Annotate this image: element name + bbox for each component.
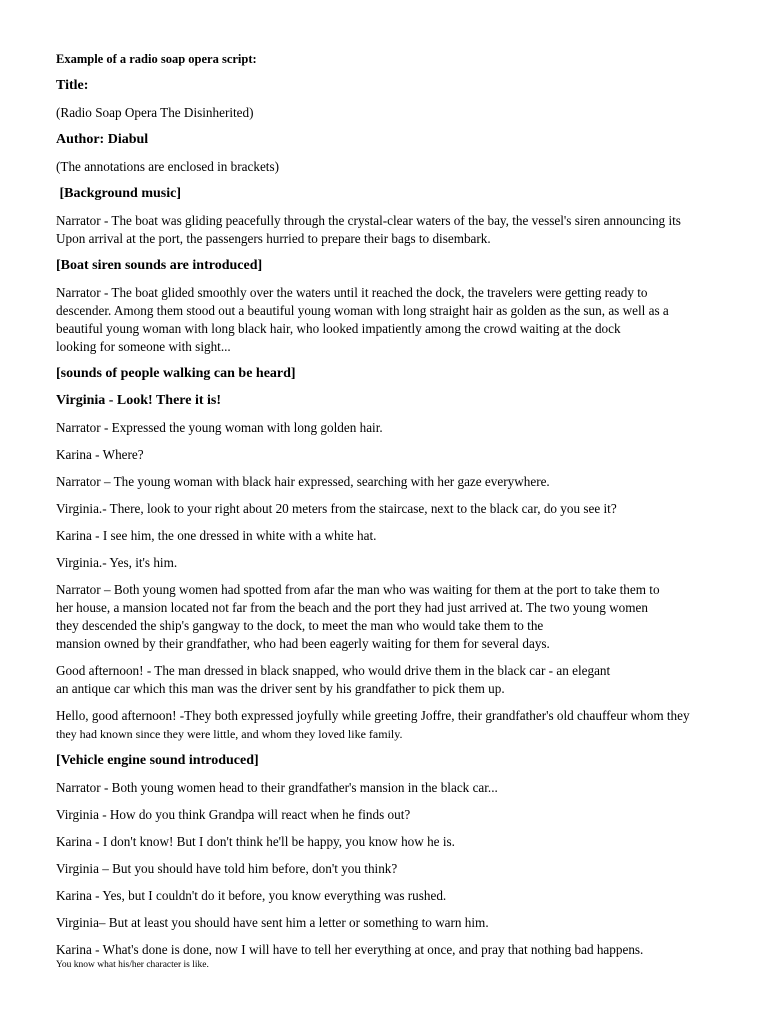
cue-boat-siren: [Boat siren sounds are introduced] [56, 258, 263, 273]
paragraph-line: they descended the ship's gangway to the dock, to meet the man who would take them to the [56, 618, 544, 633]
dialogue-narrator-head: Narrator - Both young women head to their grandfather's mansion in the black car... [56, 780, 498, 795]
paragraph-good-afternoon [56, 662, 716, 698]
script-document [56, 50, 716, 971]
dialogue-narrator-black-hair: Narrator – The young woman with black hair expressed, searching with her gaze everywhere. [56, 474, 550, 489]
cue-vehicle-engine: [Vehicle engine sound introduced] [56, 753, 259, 768]
paragraph-dock-arrival [56, 284, 716, 356]
dialogue-karina-dont-know: Karina - I don't know! But I don't think he'll be happy, you know how he is. [56, 834, 455, 849]
paragraph-line: beautiful young woman with long black hair, who looked impatiently among the crowd waiting at the dock [56, 321, 621, 336]
paragraph-line: Upon arrival at the port, the passengers hurried to prepare their bags to disembark. [56, 231, 491, 246]
dialogue-virginia-told: Virginia – But you should have told him before, don't you think? [56, 861, 398, 876]
dialogue-virginia-letter: Virginia– But at least you should have sent him a letter or something to warn him. [56, 915, 489, 930]
dialogue-karina-done [56, 941, 716, 971]
dialogue-virginia-react: Virginia - How do you think Grandpa will react when he finds out? [56, 807, 411, 822]
paragraph-line: they had known since they were little, and whom they loved like family. [56, 727, 403, 741]
cue-people-walking: [sounds of people walking can be heard] [56, 366, 296, 381]
paragraph-line: You know what his/her character is like. [56, 960, 209, 970]
paragraph-line: Hello, good afternoon! -They both expressed joyfully while greeting Joffre, their grandfather's old chauffeur whom they [56, 708, 690, 723]
paragraph-line: Narrator – Both young women had spotted from afar the man who was waiting for them at the port to take them to [56, 582, 660, 597]
paragraph-spotted-man [56, 581, 716, 653]
title-value: (Radio Soap Opera The Disinherited) [56, 105, 254, 120]
dialogue-karina-where: Karina - Where? [56, 447, 144, 462]
paragraph-line: an antique car which this man was the driver sent by his grandfather to pick them up. [56, 681, 505, 696]
dialogue-virginia-yes: Virginia.- Yes, it's him. [56, 555, 178, 570]
cue-background-music: [Background music] [56, 186, 181, 201]
paragraph-line: looking for someone with sight... [56, 339, 231, 354]
paragraph-greeting-joffre [56, 707, 716, 743]
annotation-note: (The annotations are enclosed in brackets) [56, 159, 279, 174]
paragraph-line: Good afternoon! - The man dressed in black snapped, who would drive them in the black car - an elegant [56, 663, 611, 678]
paragraph-line: mansion owned by their grandfather, who had been eagerly waiting for them for several days. [56, 636, 550, 651]
paragraph-line: Karina - What's done is done, now I will have to tell her everything at once, and pray that nothing bad happens. [56, 942, 644, 957]
title-label: Title: [56, 78, 89, 93]
dialogue-karina-couldnt: Karina - Yes, but I couldn't do it before, you know everything was rushed. [56, 888, 447, 903]
paragraph-line: Narrator - The boat was gliding peacefully through the crystal-clear waters of the bay, the vessel's siren announcing its [56, 213, 681, 228]
document-intro: Example of a radio soap opera script: [56, 52, 257, 66]
paragraph-line: her house, a mansion located not far from the beach and the port they had just arrived at. The two young women [56, 600, 648, 615]
paragraph-line: Narrator - The boat glided smoothly over the waters until it reached the dock, the travelers were getting ready to [56, 285, 648, 300]
dialogue-virginia-there: Virginia.- There, look to your right about 20 meters from the staircase, next to the black car, do you see it? [56, 501, 617, 516]
dialogue-virginia-look: Virginia - Look! There it is! [56, 393, 222, 408]
paragraph-boat-gliding [56, 212, 716, 248]
dialogue-karina-see: Karina - I see him, the one dressed in white with a white hat. [56, 528, 377, 543]
paragraph-line: descender. Among them stood out a beautiful young woman with long straight hair as golden as the sun, as well as a [56, 303, 669, 318]
dialogue-narrator-expressed: Narrator - Expressed the young woman with long golden hair. [56, 420, 383, 435]
author-line: Author: Diabul [56, 132, 149, 147]
